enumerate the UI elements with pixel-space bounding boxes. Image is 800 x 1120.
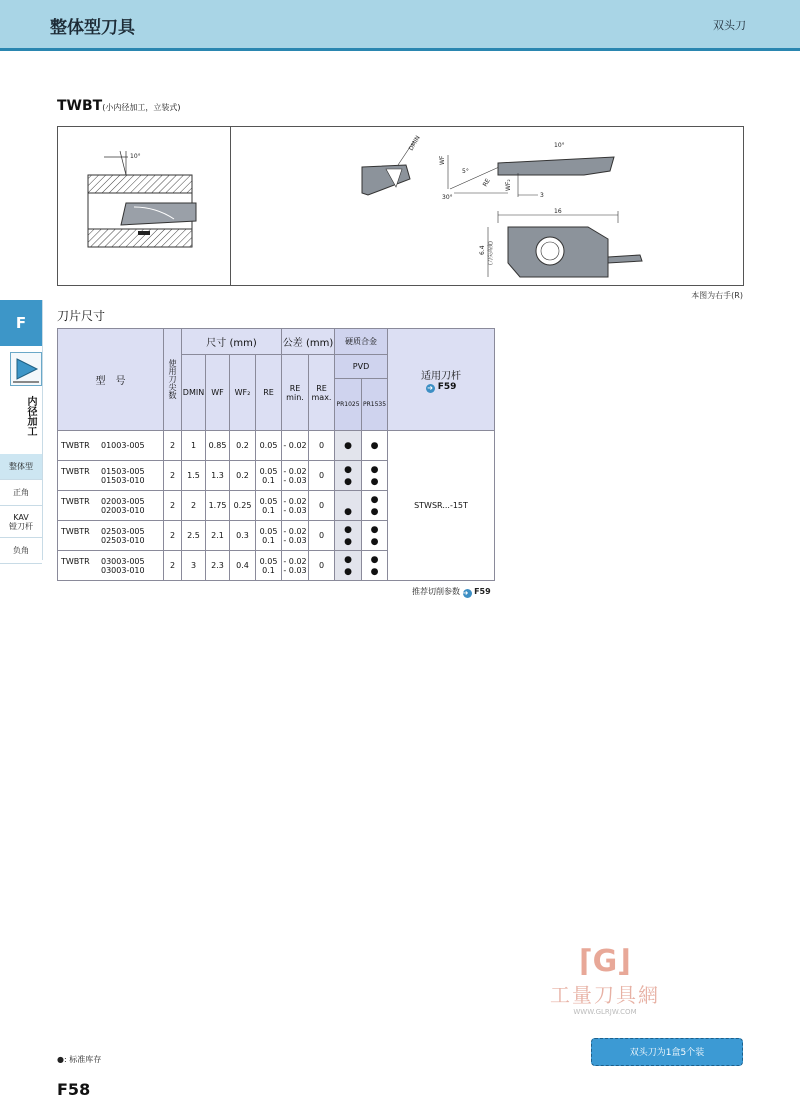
- edges-cell: 2: [164, 521, 182, 551]
- re-min-cell: - 0.02 - 0.03: [282, 551, 309, 581]
- edges-cell: 2: [164, 431, 182, 461]
- section-code: TWBT: [57, 98, 103, 114]
- re-min-cell: - 0.02: [282, 431, 309, 461]
- pr1025-cell: ●: [335, 431, 362, 461]
- header-re-min: RE min.: [282, 355, 309, 431]
- arrow-right-icon: ➜: [427, 383, 434, 392]
- header-re: RE: [256, 355, 282, 431]
- wf2-label: WF₂: [505, 179, 512, 191]
- angle-10-label-2: 10°: [554, 142, 565, 149]
- pr1535-cell: ● ●: [362, 461, 388, 491]
- wf2-cell: 0.2: [230, 461, 256, 491]
- watermark-text: 工量刀具網: [550, 983, 660, 1007]
- arrow-right-icon: ➜: [463, 589, 472, 598]
- side-menu-kav[interactable]: KAV 镗刀杆: [0, 506, 42, 538]
- wf-label: WF: [439, 155, 446, 165]
- model-cell: TWBTR 01003-005: [58, 431, 164, 461]
- right-hand-note: 本图为右手(R): [691, 291, 743, 300]
- re-min-cell: - 0.02 - 0.03: [282, 521, 309, 551]
- side-menu-solid[interactable]: 整体型: [0, 454, 42, 480]
- header-pr1535: PR1535: [362, 379, 388, 431]
- chapter-label: 内径加工: [25, 396, 36, 436]
- watermark-url: WWW.GLRJW.COM: [573, 1008, 637, 1016]
- pr1535-cell: ● ●: [362, 551, 388, 581]
- model-cell: TWBTR 03003-005 03003-010: [58, 551, 164, 581]
- watermark-logo-icon: ⌈G⌋: [578, 944, 632, 979]
- holder-cell: STWSR...-15T: [388, 431, 495, 581]
- blade-size-title: 刀片尺寸: [57, 309, 106, 323]
- re-cell: 0.05 0.1: [256, 461, 282, 491]
- header-dims: 尺寸 (mm): [182, 329, 282, 355]
- wf2-cell: 0.2: [230, 431, 256, 461]
- insert-shape: [121, 203, 196, 225]
- dmin-cell: 1.5: [182, 461, 206, 491]
- edges-cell: 2: [164, 461, 182, 491]
- section-subtitle: (小内径加工，立装式): [102, 103, 181, 112]
- chapter-tab[interactable]: F: [0, 300, 42, 346]
- dim-64-label: 6.4: [479, 245, 486, 255]
- dmin-cell: 1: [182, 431, 206, 461]
- wf-cell: 1.3: [206, 461, 230, 491]
- angle-30-label: 30°: [442, 194, 453, 201]
- dmin-label: DMIN: [407, 135, 422, 152]
- insert-top-view: [458, 205, 668, 285]
- cross-section-view: [86, 145, 206, 255]
- spec-table: [57, 328, 495, 581]
- wf2-cell: 0.3: [230, 521, 256, 551]
- side-menu-negative[interactable]: 负角: [0, 538, 42, 564]
- re-max-cell: 0: [309, 551, 335, 581]
- page-number: F58: [57, 1080, 91, 1099]
- pr1025-cell: ●: [335, 491, 362, 521]
- header-wf: WF: [206, 355, 230, 431]
- wf-cell: 2.3: [206, 551, 230, 581]
- edges-cell: 2: [164, 551, 182, 581]
- dim-16-label: 16: [554, 208, 562, 215]
- side-rail: [42, 300, 43, 560]
- wf-cell: 0.85: [206, 431, 230, 461]
- page-title: 整体型刀具: [50, 18, 135, 38]
- insert-right-body: [498, 157, 614, 175]
- pr1535-cell: ●: [362, 431, 388, 461]
- section-title: [57, 98, 180, 114]
- pr1025-cell: ● ●: [335, 461, 362, 491]
- dmin-cell: 2.5: [182, 521, 206, 551]
- model-cell: TWBTR 02003-005 02003-010: [58, 491, 164, 521]
- boring-icon: [10, 352, 42, 386]
- header-model: 型 号: [58, 329, 164, 431]
- header-pvd: PVD: [335, 355, 388, 379]
- re-min-cell: - 0.02 - 0.03: [282, 491, 309, 521]
- pr1535-cell: ● ●: [362, 521, 388, 551]
- wf-cell: 2.1: [206, 521, 230, 551]
- pr1535-cell: ● ●: [362, 491, 388, 521]
- re-cell: 0.05 0.1: [256, 521, 282, 551]
- header-edges: 使用刀尖数: [164, 329, 182, 431]
- header-category: 双头刀: [713, 19, 746, 32]
- header-pr1025: PR1025: [335, 379, 362, 431]
- header-tolerance: 公差 (mm): [282, 329, 335, 355]
- wf-cell: 1.75: [206, 491, 230, 521]
- cutting-params-link[interactable]: 推荐切削参数 ➜ F59: [412, 587, 491, 597]
- watermark: [540, 944, 670, 1016]
- re-cell: 0.05 0.1: [256, 551, 282, 581]
- re-cell: 0.05: [256, 431, 282, 461]
- re-max-cell: 0: [309, 461, 335, 491]
- dmin-cell: 3: [182, 551, 206, 581]
- wf2-cell: 0.4: [230, 551, 256, 581]
- table-row: [58, 431, 495, 461]
- re-max-cell: 0: [309, 431, 335, 461]
- pr1025-cell: ● ●: [335, 551, 362, 581]
- side-menu-positive[interactable]: 正角: [0, 480, 42, 506]
- re-min-cell: - 0.02 - 0.03: [282, 461, 309, 491]
- insert-side-view: [358, 135, 618, 205]
- dim-3-label: 3: [540, 192, 544, 199]
- header-holder: 适用刀杆 ➜ F59: [388, 329, 495, 431]
- edges-cell: 2: [164, 491, 182, 521]
- wf2-cell: 0.25: [230, 491, 256, 521]
- angle-5-label: 5°: [462, 168, 469, 175]
- drawing-divider: [230, 127, 231, 285]
- re-cell: 0.05 0.1: [256, 491, 282, 521]
- header-rule: [0, 48, 800, 51]
- angle-10-label: 10°: [130, 153, 141, 160]
- dim-64-note: (刀尖高度): [488, 241, 494, 265]
- technical-drawing: [57, 126, 744, 286]
- side-menu: [0, 454, 42, 564]
- re-max-cell: 0: [309, 491, 335, 521]
- header-dmin: DMIN: [182, 355, 206, 431]
- model-cell: TWBTR 02503-005 02503-010: [58, 521, 164, 551]
- model-cell: TWBTR 01503-005 01503-010: [58, 461, 164, 491]
- workpiece-top: [88, 175, 192, 193]
- header-re-max: RE max.: [309, 355, 335, 431]
- packaging-button[interactable]: 双头刀为1盒5个装: [591, 1038, 743, 1066]
- dmin-cell: 2: [182, 491, 206, 521]
- header-wf2: WF₂: [230, 355, 256, 431]
- pr1025-cell: ● ●: [335, 521, 362, 551]
- re-label: RE: [481, 177, 492, 188]
- stock-legend: ●: 标准库存: [57, 1055, 102, 1064]
- header-carbide: 硬质合金: [335, 329, 388, 355]
- re-max-cell: 0: [309, 521, 335, 551]
